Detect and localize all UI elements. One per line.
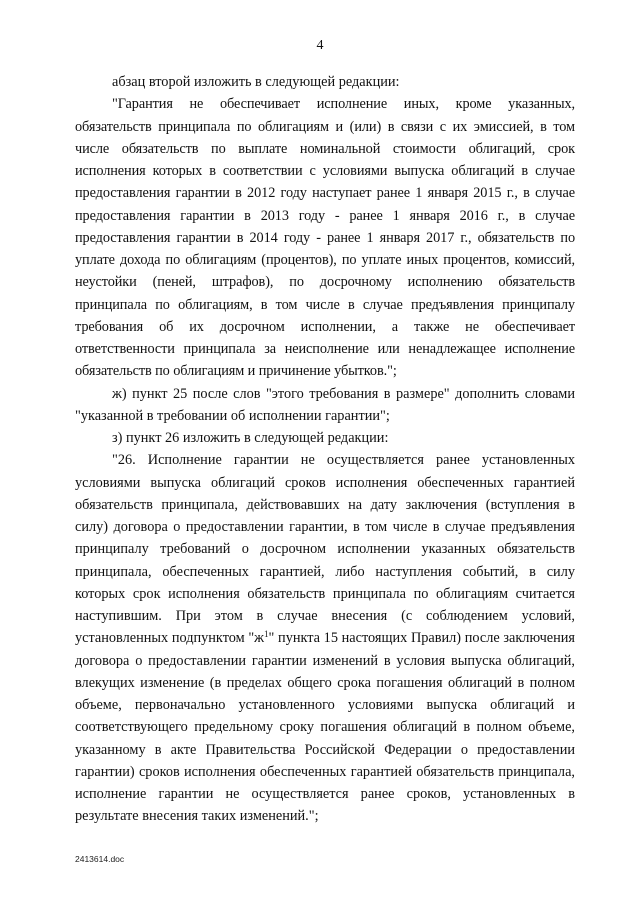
paragraph-26 bbox=[75, 449, 575, 827]
paragraph-item-zh: ж) пункт 25 после слов "этого требования в размере" дополнить словами "указанной в требовании об исполнении гарантии"; bbox=[75, 385, 575, 424]
paragraph-intro: абзац второй изложить в следующей редакции: bbox=[112, 74, 400, 90]
paragraph-26-text-before: "26. Исполнение гарантии не осуществляется ранее установленных условиями выпуска облигаций сроков исполнения обеспеченных гарантией обязательств принципала, действовавших на дату заключения (вступления в силу) договора о предоставлении гарантии, в том числе в случае предъявления принципалу требований о досрочном исполнении указанных обязательств принципала, обеспеченных гарантией, либо наступления событий, в силу которых срок исполнения обязательств принципала по облигациям считается наступившим. При этом в случае внесения (с соблюдением условий, установленных подпунктом "ж bbox=[75, 452, 575, 647]
page-number: 4 bbox=[316, 38, 324, 53]
paragraph-26-text-after: " пункта 15 настоящих Правил) после заключения договора о предоставлении гарантии изменений в условия выпуска облигаций, влекущих изменение (в пределах общего срока погашения облигаций в полном объеме, первоначально установленного условиями выпуска облигаций и соответствующего предельному сроку погашения облигаций в полном объеме, указанному в акте Правительства Российской Федерации о предоставлении гарантии) сроков исполнения обеспеченных гарантией обязательств принципала, исполнение гарантии не осуществляется ранее сроков, установленных в результате внесения таких изменений."; bbox=[75, 630, 575, 825]
paragraph-guarantee-text: "Гарантия не обеспечивает исполнение иных, кроме указанных, обязательств принципала по облигациям и (или) в связи с их эмиссией, в том числе обязательств по выплате номинальной стоимости облигаций, срок исполнения которых в соответствии с условиями выпуска облигаций в случае предоставления гарантии в 2012 году наступает ранее 1 января 2015 г., в случае предоставления гарантии в 2013 году - ранее 1 января 2016 г., в случае предоставления гарантии в 2014 году - ранее 1 января 2017 г., обязательств по уплате дохода по облигациям (процентов), по уплате иных процентов, комиссий, неустойки (пеней, штрафов), по досрочному исполнению обязательств принципала по облигациям, в том числе в случае предъявления принципалу требования об их досрочном исполнении, а также не обеспечивает ответственности принципала за неисполнение или ненадлежащее исполнение обязательств по облигациям и причинение убытков."; bbox=[75, 96, 575, 380]
file-name-footer: 2413614.doc bbox=[75, 854, 125, 864]
paragraph-item-z: з) пункт 26 изложить в следующей редакции: bbox=[112, 430, 389, 446]
document-body bbox=[75, 71, 575, 828]
superscript-index: 1 bbox=[264, 629, 269, 640]
